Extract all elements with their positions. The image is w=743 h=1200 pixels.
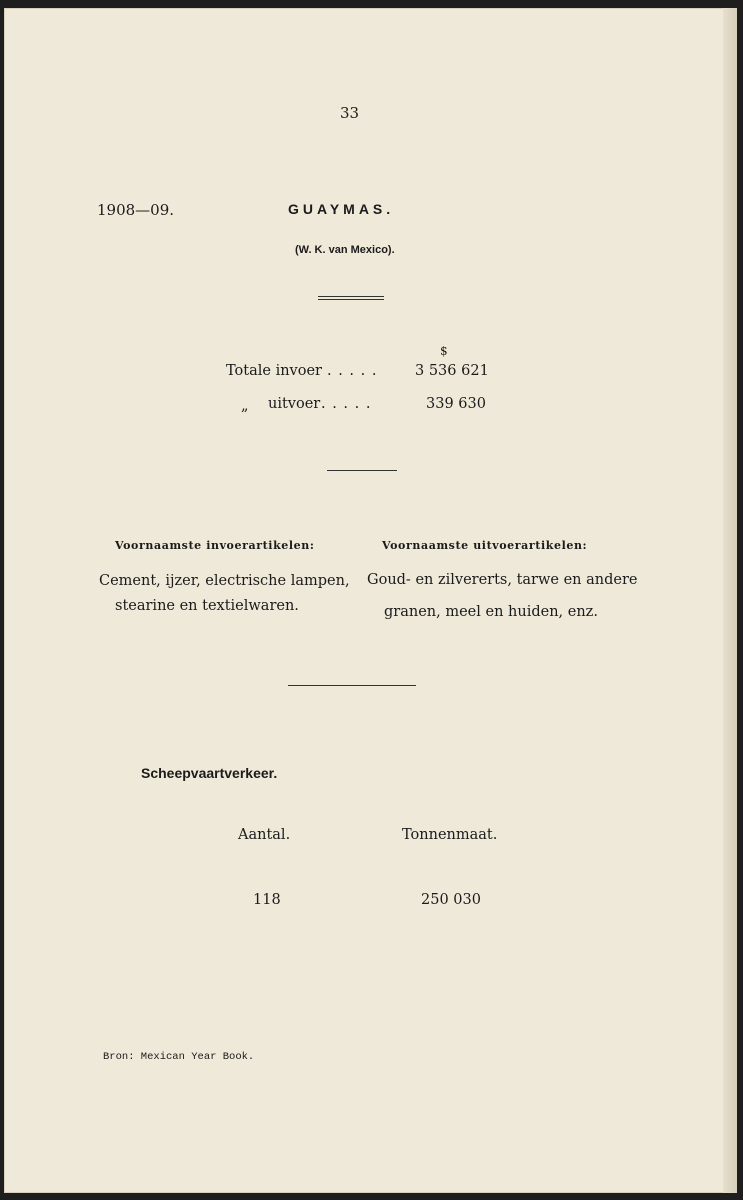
export-label: uitvoer [268,396,321,412]
export-articles-heading: Voornaamste uitvoerartikelen: [382,539,588,552]
import-articles-line2: stearine en textielwaren. [115,598,299,614]
export-ditto: „ [241,398,249,414]
import-articles-heading: Voornaamste invoerartikelen: [115,539,315,552]
page-subtitle: (W. K. van Mexico). [295,244,395,256]
divider-middle [327,470,397,471]
shipping-count-header: Aantal. [238,827,291,843]
import-articles-line1: Cement, ijzer, electrische lampen, [99,573,350,589]
page-title: GUAYMAS. [288,201,395,217]
export-articles-line2: granen, meel en huiden, enz. [384,604,598,620]
import-value: 3 536 621 [415,363,489,379]
page-edge [723,8,737,1193]
divider-short-2 [318,299,384,300]
shipping-tonnage-value: 250 030 [421,892,481,908]
import-dots: . . . . . [327,363,378,379]
shipping-count-value: 118 [253,892,281,908]
export-dots: . . . . . [321,396,372,412]
page-number: 33 [340,104,360,122]
currency-symbol: $ [440,344,448,358]
divider-lower [288,685,416,686]
divider-short [318,296,384,297]
export-value: 339 630 [426,396,486,412]
shipping-tonnage-header: Tonnenmaat. [402,827,498,843]
source-note: Bron: Mexican Year Book. [103,1051,255,1063]
period-label: 1908—09. [97,201,175,219]
document-page [4,8,737,1193]
shipping-heading: Scheepvaartverkeer. [141,765,278,781]
export-articles-line1: Goud- en zilvererts, tarwe en andere [367,572,638,588]
import-label: Totale invoer [226,363,322,379]
